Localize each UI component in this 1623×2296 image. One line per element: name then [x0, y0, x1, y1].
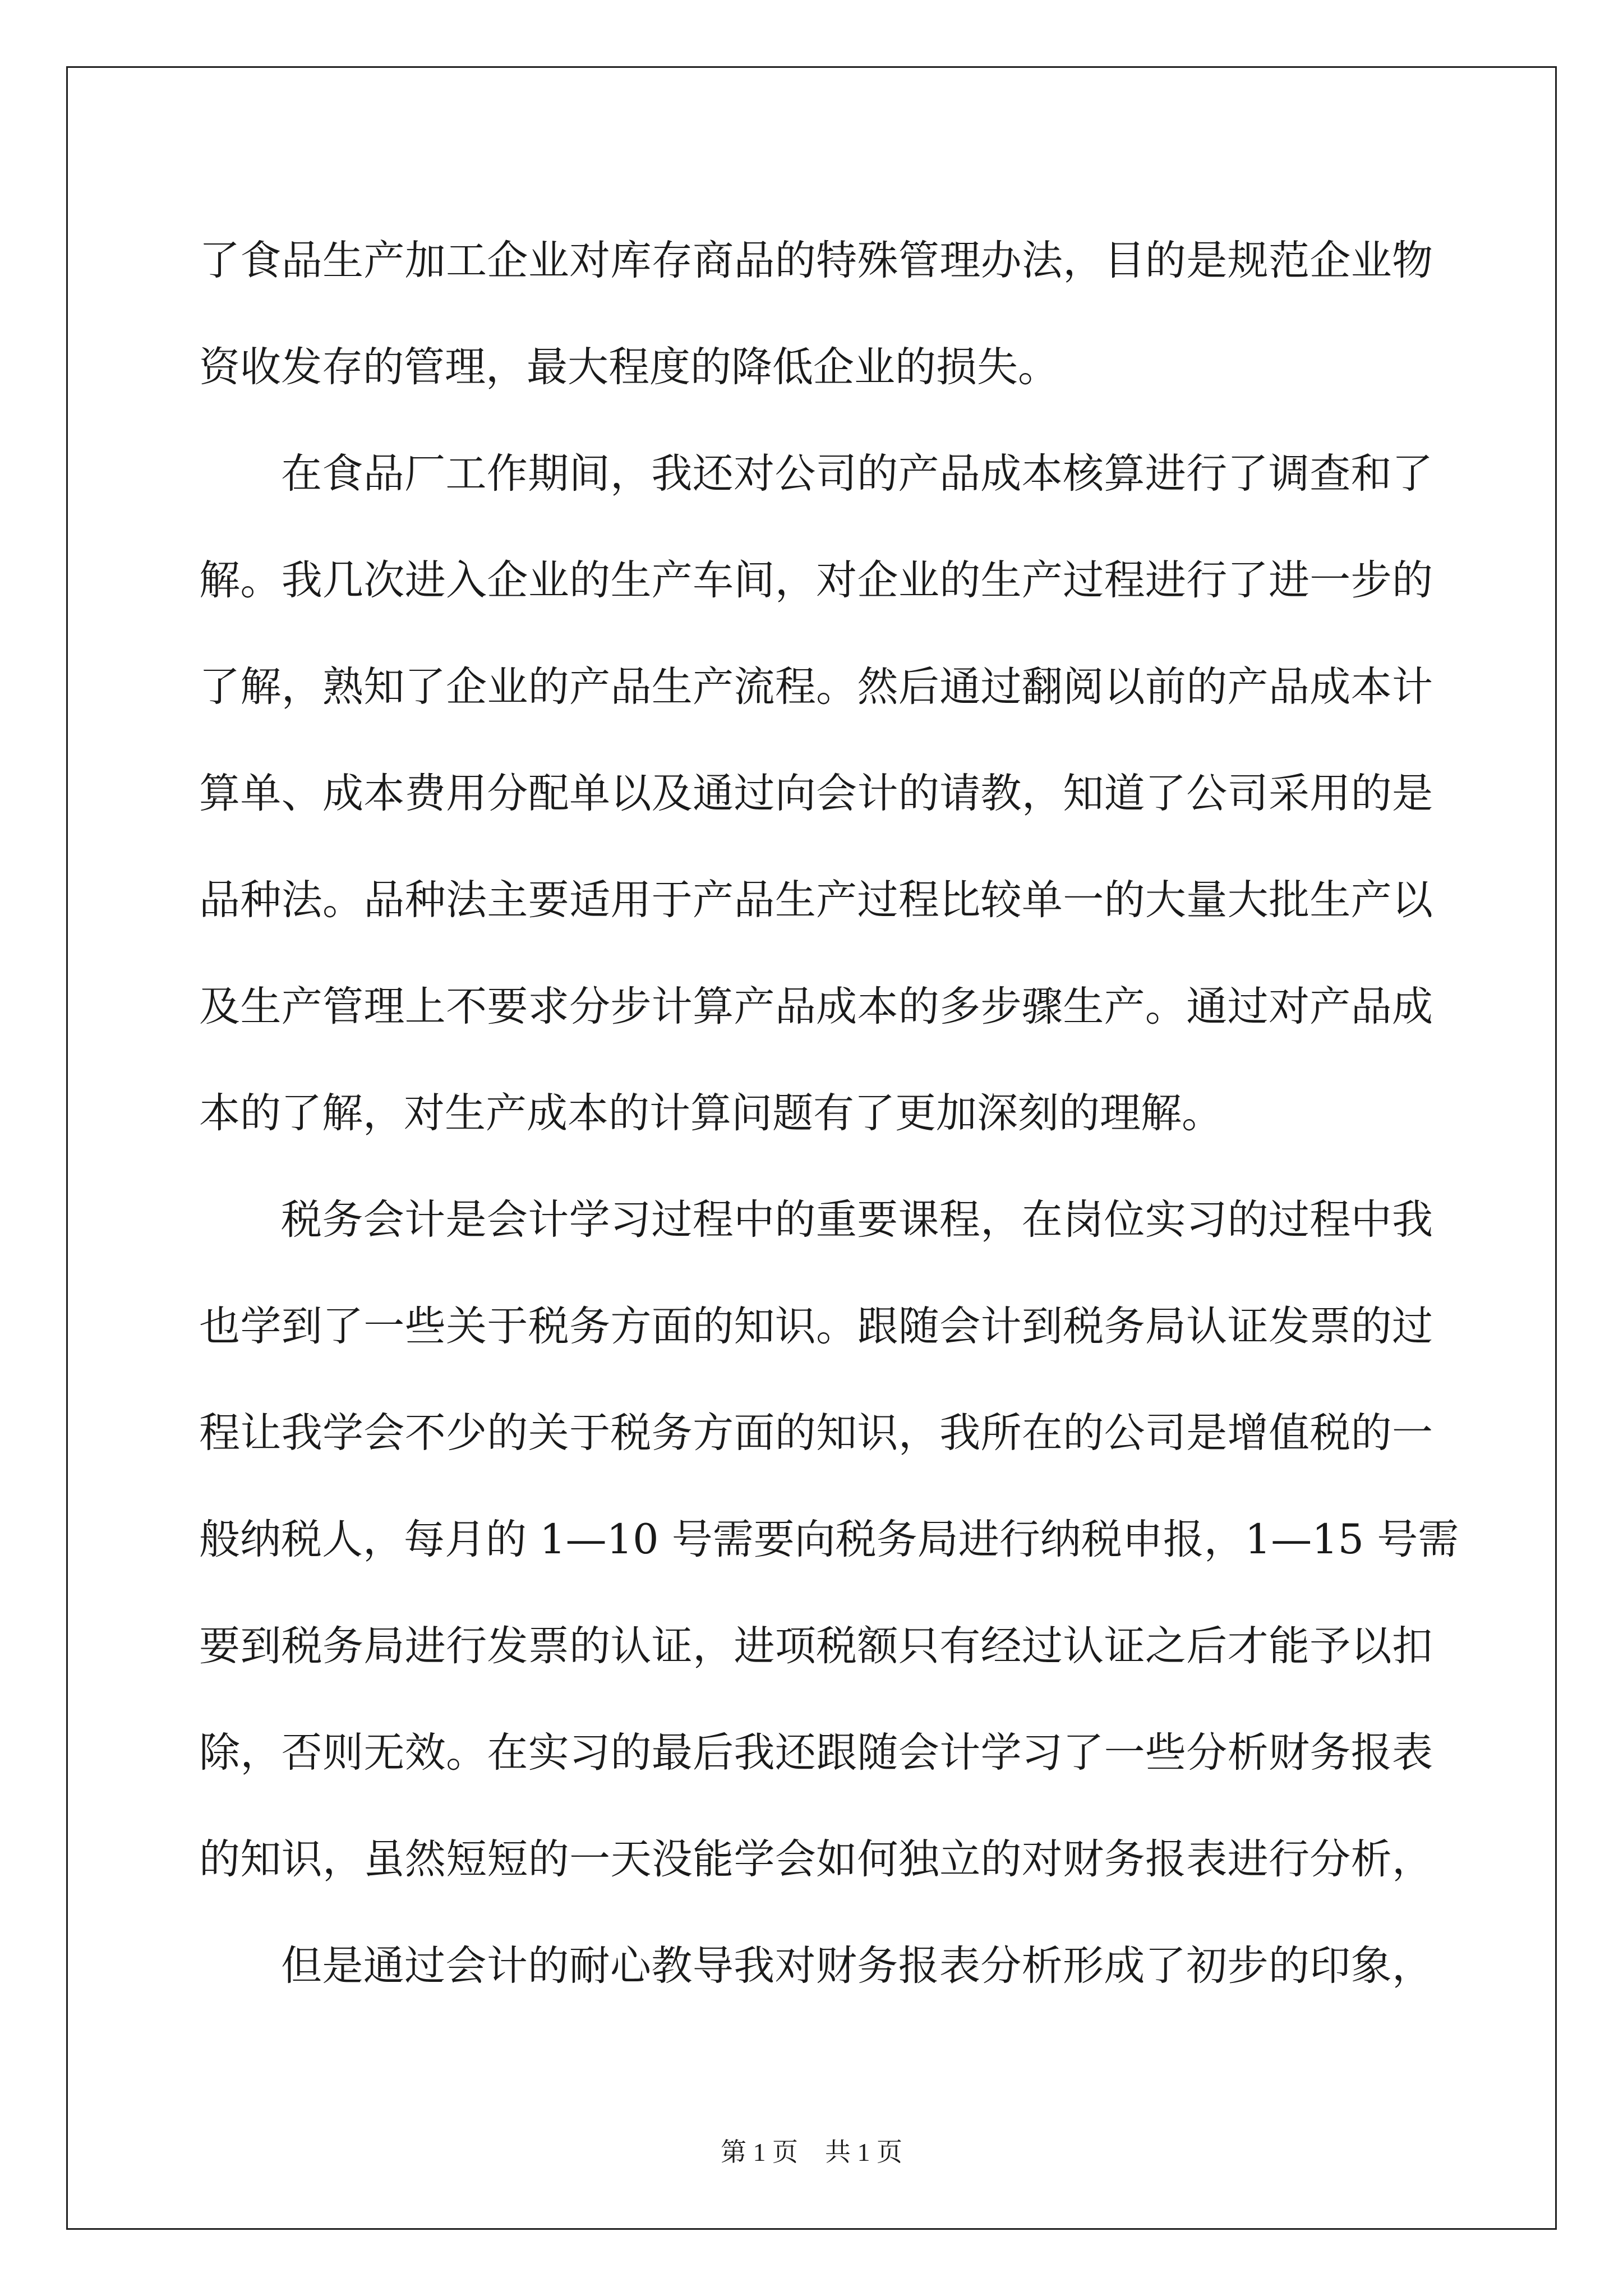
- text-line: 但是通过会计的耐心教导我对财务报表分析形成了初步的印象，: [281, 1942, 1433, 1990]
- page-number: 第 1 页: [721, 2138, 798, 2166]
- document-body: [199, 208, 1459, 2019]
- text-line: 算单、成本费用分配单以及通过向会计的请教，知道了公司采用的是: [199, 770, 1433, 817]
- text-line: 也学到了一些关于税务方面的知识。跟随会计到税务局认证发票的过: [199, 1303, 1433, 1350]
- text-line: 解。我几次进入企业的生产车间，对企业的生产过程进行了进一步的: [199, 556, 1433, 604]
- text-line: 本的了解，对生产成本的计算问题有了更加深刻的理解。: [199, 1089, 1223, 1137]
- text-line: 程让我学会不少的关于税务方面的知识，我所在的公司是增值税的一: [199, 1409, 1433, 1457]
- page-footer: [0, 2132, 1623, 2169]
- text-line: 资收发存的管理，最大程度的降低企业的损失。: [199, 343, 1059, 391]
- text-line: 了解，熟知了企业的产品生产流程。然后通过翻阅以前的产品成本计: [199, 663, 1433, 711]
- text-line: 品种法。品种法主要适用于产品生产过程比较单一的大量大批生产以: [199, 876, 1433, 924]
- text-line: 的知识，虽然短短的一天没能学会如何独立的对财务报表进行分析，: [199, 1835, 1433, 1883]
- page-total: 共 1 页: [825, 2138, 902, 2166]
- text-line: 要到税务局进行发票的认证，进项税额只有经过认证之后才能予以扣: [199, 1622, 1433, 1670]
- text-line: 了食品生产加工企业对库存商品的特殊管理办法，目的是规范企业物: [199, 237, 1433, 284]
- text-line: 及生产管理上不要求分步计算产品成本的多步骤生产。通过对产品成: [199, 983, 1433, 1030]
- text-line: 除，否则无效。在实习的最后我还跟随会计学习了一些分析财务报表: [199, 1729, 1433, 1777]
- text-line: 般纳税人，每月的 1—10 号需要向税务局进行纳税申报，1—15 号需: [199, 1516, 1459, 1563]
- text-line: 在食品厂工作期间，我还对公司的产品成本核算进行了调查和了: [281, 450, 1433, 498]
- text-line: 税务会计是会计学习过程中的重要课程，在岗位实习的过程中我: [281, 1196, 1433, 1244]
